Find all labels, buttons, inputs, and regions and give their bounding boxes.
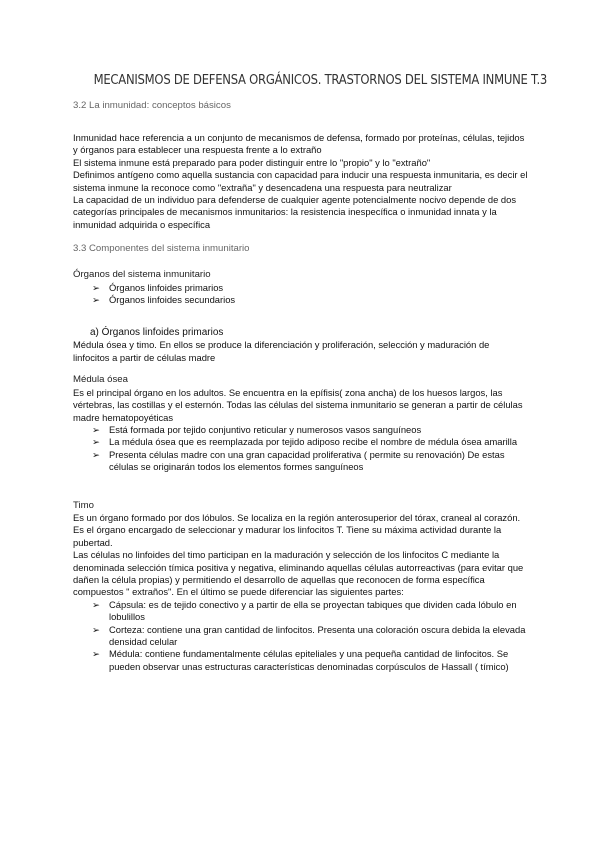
arrow-bullet-icon: ➢ (92, 294, 100, 306)
paragraph: El sistema inmune está preparado para poder distinguir entre lo "propio" y lo "extraño" (73, 156, 431, 168)
arrow-bullet-icon: ➢ (92, 281, 100, 293)
arrow-bullet-icon: ➢ (92, 623, 100, 635)
subheading-primary-organs: a) Órganos linfoides primarios (90, 327, 224, 339)
list-item: ➢ Médula: contiene fundamentalmente células epiteliales y una pequeña cantidad de linfocitos. Se pueden observar unas estructuras características denominadas corpúsculos de Hassall ( tímico) (92, 648, 509, 672)
list-item: ➢ Órganos linfoides primarios (92, 281, 224, 293)
timo-list (73, 599, 528, 673)
list-item: ➢ La médula ósea que es reemplazada por tejido adiposo recibe el nombre de médula ósea amarilla (92, 436, 518, 448)
organs-label: Órganos del sistema inmunitario (73, 269, 211, 281)
document-body (73, 100, 528, 673)
paragraph: Médula ósea y timo. En ellos se produce la diferenciación y proliferación, selección y maduración de linfocitos a partir de células madre (73, 339, 490, 363)
list-item: ➢ Corteza: contiene una gran cantidad de linfocitos. Presenta una coloración oscura debida la elevada densidad celular (92, 623, 526, 647)
arrow-bullet-icon: ➢ (92, 448, 100, 460)
arrow-bullet-icon: ➢ (92, 598, 100, 610)
page-title: MECANISMOS DE DEFENSA ORGÁNICOS. TRASTORNOS DEL SISTEMA INMUNE T.3 (93, 72, 548, 88)
paragraph: Es un órgano formado por dos lóbulos. Se localiza en la región anterosuperior del tórax, craneal al corazón. Es el órgano encargado de seleccionar y madurar los linfocitos T. Tiene su máxima actividad durante la pubertad. (73, 511, 521, 548)
list-item: ➢ Cápsula: es de tejido conectivo y a partir de ella se proyectan tabiques que dividen cada lóbulo en lobulillos (92, 598, 517, 623)
list-item: ➢ Órganos linfoides secundarios (92, 294, 236, 306)
arrow-bullet-icon: ➢ (92, 436, 100, 448)
paragraph: Es el principal órgano en los adultos. Se encuentra en la epífisis( zona ancha) de los huesos largos, las vértebras, las costillas y el esternón. Todas las células del sistema inmunitario se generan a partir de células madre hematopoyéticas (73, 386, 523, 423)
list-item: ➢ Presenta células madre con una gran capacidad proliferativa ( permite su renovación) De estas células se originarán todos los elementos formes sanguíneos (92, 448, 505, 473)
arrow-bullet-icon: ➢ (92, 423, 100, 435)
section-heading-3-3: 3.3 Componentes del sistema inmunitario (73, 243, 250, 255)
timo-heading: Timo (73, 499, 94, 511)
paragraph: La capacidad de un individuo para defenderse de cualquier agente potencialmente nocivo depende de dos categorías principales de mecanismos inmunitarios: la resistencia inespecífica o inmunidad innata y la inmunidad adquirida o específica (73, 194, 517, 230)
list-item: ➢ Está formada por tejido conjuntivo reticular y numerosos vasos sanguíneos (92, 423, 422, 435)
medula-list (73, 424, 528, 474)
organs-list (73, 282, 528, 307)
paragraph: Inmunidad hace referencia a un conjunto de mecanismos de defensa, formado por proteínas, células, tejidos y órganos para establecer una respuesta frente a lo extraño (73, 132, 525, 156)
paragraph: Las células no linfoides del timo participan en la maduración y selección de los linfocitos C mediante la denominada selección tímica positiva y negativa, eliminando aquellas células autorreactivas (para evitar que dañen la célula propias) y permitiendo el desarrollo de aquellas que reconocen de forma específica compuestos " extraños". En el último se puede diferenciar las siguientes partes: (73, 549, 524, 598)
paragraph: Definimos antígeno como aquella sustancia con capacidad para inducir una respuesta inmunitaria, es decir el sistema inmune la reconoce como "extraña" y desencadena una respuesta para neutralizar (73, 169, 528, 193)
arrow-bullet-icon: ➢ (92, 648, 100, 660)
medula-heading: Médula ósea (73, 374, 128, 386)
section-heading-3-2: 3.2 La inmunidad: conceptos básicos (73, 100, 231, 111)
